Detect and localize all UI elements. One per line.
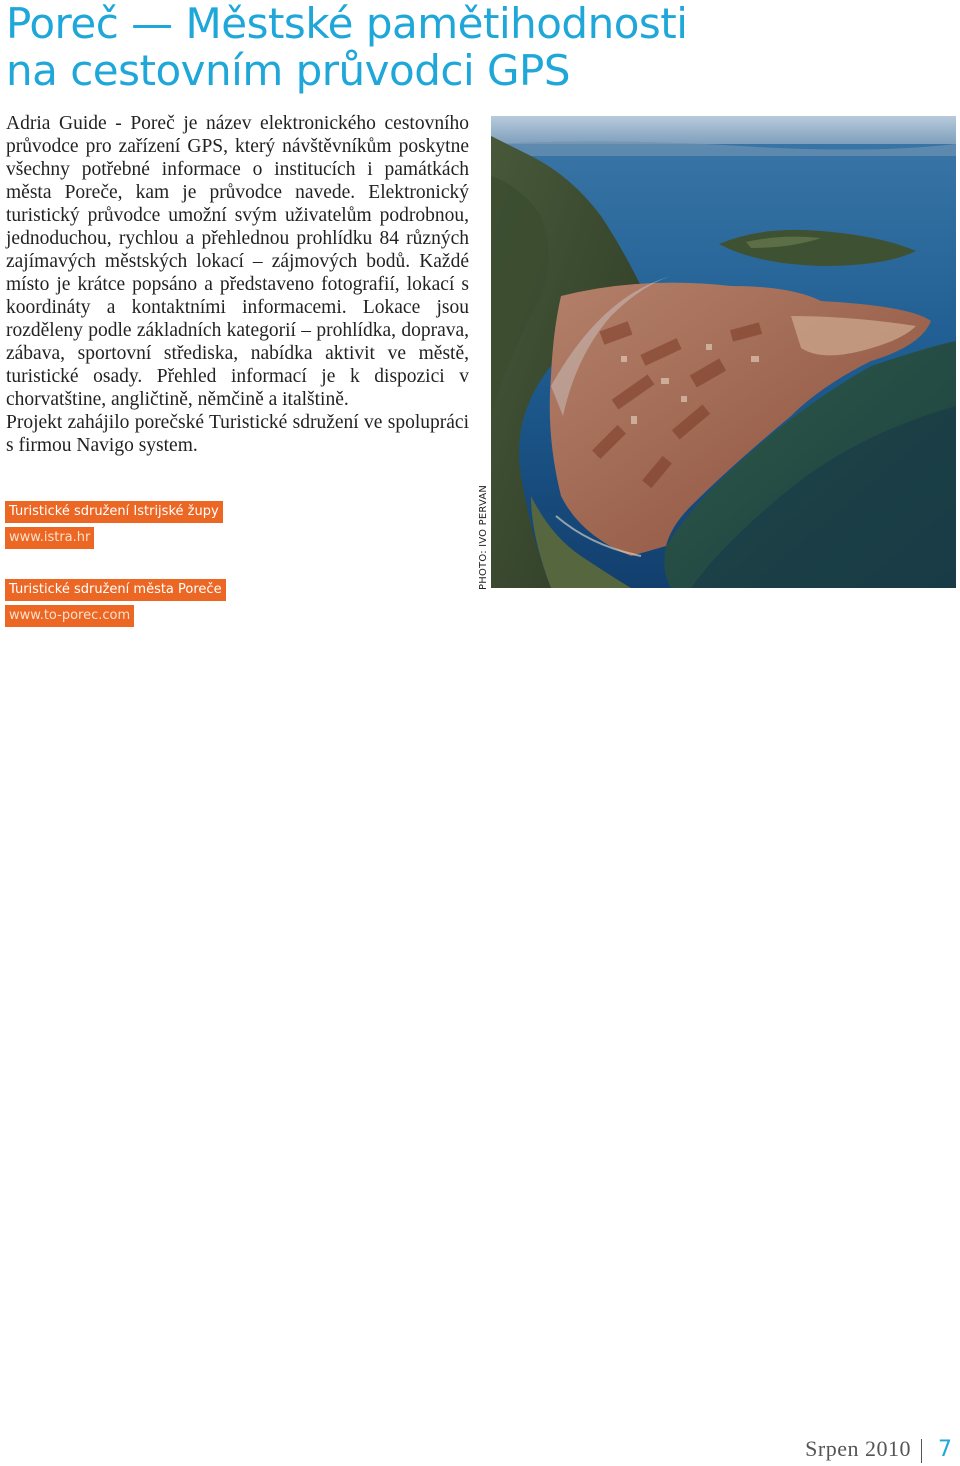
title-line-1: Poreč — Městské pamětihodnosti — [6, 0, 688, 48]
contact-group-istria — [5, 501, 305, 549]
article-body — [6, 112, 469, 457]
contact-tags — [5, 501, 305, 657]
issue-date: Srpen 2010 — [805, 1436, 911, 1461]
contact-url-link[interactable]: www.to-porec.com — [5, 605, 134, 627]
contact-url-link[interactable]: www.istra.hr — [5, 527, 94, 549]
contact-group-porec — [5, 579, 305, 627]
page-number: 7 — [938, 1437, 952, 1462]
photo-credit: PHOTO: IVO PERVAN — [478, 484, 489, 590]
contact-org-label: Turistické sdružení Istrijské župy — [5, 501, 223, 523]
footer-divider — [921, 1439, 922, 1463]
aerial-photo-illustration — [491, 116, 956, 588]
contact-org-label: Turistické sdružení města Poreče — [5, 579, 226, 601]
aerial-photo-porec — [491, 116, 956, 588]
body-paragraph-1: Adria Guide - Poreč je název elektronického cestovního průvodce pro zařízení GPS, který návštěvníkům poskytne všechny potřebné informace o institucích i památkách města Poreče, kam je průvodce navede. Elektronický turistický průvodce umožní svým uživatelům podrobnou, jednoduchou, rychlou a přehlednou prohlídku 84 různých zajímavých městských lokací – zájmových bodů. Každé místo je krátce popsáno a představeno fotografií, lokací s koordináty a kontaktními informacemi. Lokace jsou rozděleny podle základních kategorií – prohlídka, doprava, zábava, sportovní střediska, nabídka aktivit ve městě, turistické osady. Přehled informací je k dispozici v chorvatštine, angličtině, němčině a italštině. — [6, 113, 469, 410]
article-title — [6, 0, 726, 94]
page-footer — [805, 1436, 952, 1466]
body-paragraph-2: Projekt zahájilo porečské Turistické sdružení ve spolupráci s firmou Navigo system. — [6, 412, 469, 456]
title-line-2: na cestovním průvodci GPS — [6, 46, 570, 95]
